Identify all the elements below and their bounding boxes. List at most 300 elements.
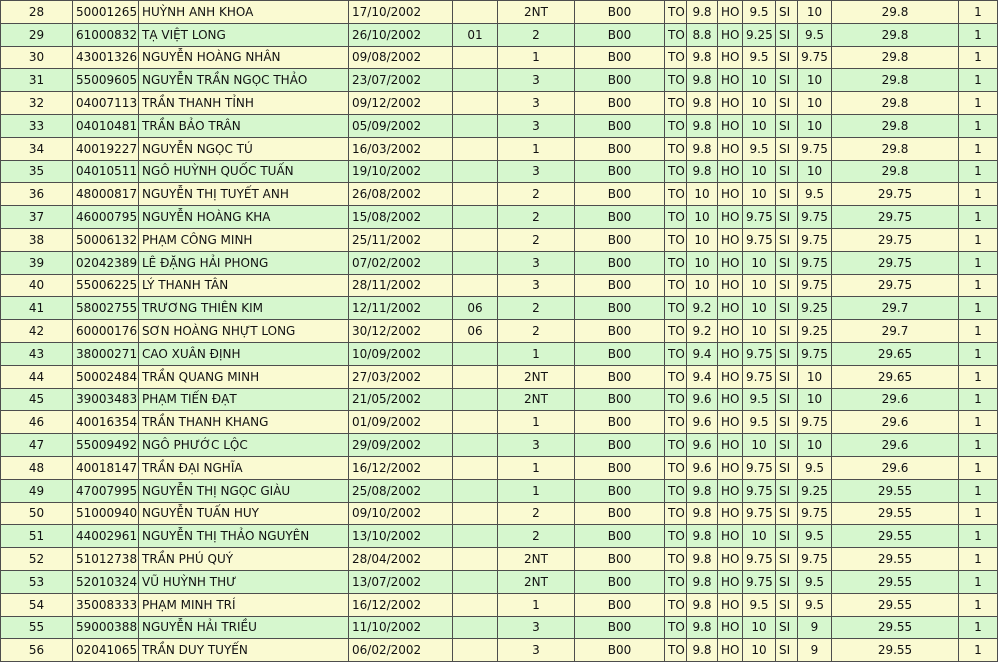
table-row <box>1 69 998 92</box>
subject2-code-cell: HO <box>718 342 743 365</box>
subject1-code-cell: TO <box>665 114 687 137</box>
choice-cell: 1 <box>959 593 998 616</box>
full-name-cell: NGUYỄN TUẤN HUY <box>139 502 349 525</box>
table-body <box>1 1 998 662</box>
subject2-code-cell: HO <box>718 548 743 571</box>
subject-group-cell: B00 <box>575 411 665 434</box>
full-name-cell: TRẦN QUANG MINH <box>139 365 349 388</box>
total-score-cell: 29.8 <box>832 69 959 92</box>
subject2-code-cell: HO <box>718 616 743 639</box>
subject2-score-cell: 9.75 <box>743 456 776 479</box>
subject3-code-cell: SI <box>776 342 798 365</box>
subject2-code-cell: HO <box>718 502 743 525</box>
full-name-cell: TRẦN THANH KHANG <box>139 411 349 434</box>
subject3-code-cell: SI <box>776 616 798 639</box>
total-score-cell: 29.55 <box>832 639 959 662</box>
table-row <box>1 1 998 24</box>
region-cell: 3 <box>498 251 575 274</box>
rank-cell: 37 <box>1 206 73 229</box>
full-name-cell: SƠN HOÀNG NHỰT LONG <box>139 320 349 343</box>
full-name-cell: TRẦN PHÚ QUÝ <box>139 548 349 571</box>
subject1-code-cell: TO <box>665 365 687 388</box>
subject1-code-cell: TO <box>665 297 687 320</box>
subject-group-cell: B00 <box>575 183 665 206</box>
priority-area-cell <box>453 137 498 160</box>
subject1-code-cell: TO <box>665 548 687 571</box>
subject3-score-cell: 9.5 <box>798 593 832 616</box>
subject3-code-cell: SI <box>776 502 798 525</box>
birth-date-cell: 21/05/2002 <box>349 388 453 411</box>
candidate-id-cell: 40018147 <box>73 456 139 479</box>
subject2-code-cell: HO <box>718 297 743 320</box>
rank-cell: 34 <box>1 137 73 160</box>
choice-cell: 1 <box>959 23 998 46</box>
rank-cell: 28 <box>1 1 73 24</box>
subject1-score-cell: 8.8 <box>687 23 718 46</box>
rank-cell: 36 <box>1 183 73 206</box>
candidate-id-cell: 38000271 <box>73 342 139 365</box>
subject3-score-cell: 9.5 <box>798 570 832 593</box>
choice-cell: 1 <box>959 525 998 548</box>
choice-cell: 1 <box>959 456 998 479</box>
subject2-code-cell: HO <box>718 593 743 616</box>
birth-date-cell: 06/02/2002 <box>349 639 453 662</box>
region-cell: 3 <box>498 114 575 137</box>
subject3-score-cell: 9.75 <box>798 502 832 525</box>
birth-date-cell: 05/09/2002 <box>349 114 453 137</box>
region-cell: 1 <box>498 411 575 434</box>
subject-group-cell: B00 <box>575 274 665 297</box>
subject2-score-cell: 9.5 <box>743 137 776 160</box>
candidate-id-cell: 47007995 <box>73 479 139 502</box>
table-row <box>1 228 998 251</box>
candidate-id-cell: 61000832 <box>73 23 139 46</box>
choice-cell: 1 <box>959 388 998 411</box>
subject2-code-cell: HO <box>718 114 743 137</box>
table-row <box>1 251 998 274</box>
table-row <box>1 388 998 411</box>
subject3-score-cell: 10 <box>798 434 832 457</box>
subject3-score-cell: 9.75 <box>798 251 832 274</box>
rank-cell: 42 <box>1 320 73 343</box>
choice-cell: 1 <box>959 137 998 160</box>
subject1-score-cell: 9.8 <box>687 137 718 160</box>
subject2-score-cell: 10 <box>743 69 776 92</box>
subject1-code-cell: TO <box>665 23 687 46</box>
subject2-score-cell: 10 <box>743 183 776 206</box>
rank-cell: 56 <box>1 639 73 662</box>
total-score-cell: 29.8 <box>832 46 959 69</box>
subject-group-cell: B00 <box>575 525 665 548</box>
subject3-code-cell: SI <box>776 456 798 479</box>
subject2-score-cell: 10 <box>743 320 776 343</box>
subject2-code-cell: HO <box>718 570 743 593</box>
subject3-code-cell: SI <box>776 479 798 502</box>
full-name-cell: NGUYỄN THỊ NGỌC GIÀU <box>139 479 349 502</box>
subject1-score-cell: 9.8 <box>687 1 718 24</box>
table-row <box>1 297 998 320</box>
subject3-score-cell: 9.75 <box>798 46 832 69</box>
region-cell: 2 <box>498 206 575 229</box>
priority-area-cell <box>453 228 498 251</box>
full-name-cell: PHẠM MINH TRÍ <box>139 593 349 616</box>
subject3-score-cell: 10 <box>798 388 832 411</box>
region-cell: 2 <box>498 297 575 320</box>
birth-date-cell: 27/03/2002 <box>349 365 453 388</box>
subject1-score-cell: 10 <box>687 228 718 251</box>
subject1-score-cell: 9.8 <box>687 639 718 662</box>
table-row <box>1 137 998 160</box>
subject1-score-cell: 9.6 <box>687 388 718 411</box>
candidate-id-cell: 55009492 <box>73 434 139 457</box>
total-score-cell: 29.6 <box>832 456 959 479</box>
priority-area-cell <box>453 69 498 92</box>
region-cell: 2NT <box>498 388 575 411</box>
subject3-score-cell: 9 <box>798 616 832 639</box>
subject1-code-cell: TO <box>665 320 687 343</box>
candidate-id-cell: 04007113 <box>73 92 139 115</box>
birth-date-cell: 15/08/2002 <box>349 206 453 229</box>
table-row <box>1 206 998 229</box>
subject2-score-cell: 10 <box>743 160 776 183</box>
subject2-code-cell: HO <box>718 228 743 251</box>
birth-date-cell: 29/09/2002 <box>349 434 453 457</box>
candidate-id-cell: 43001326 <box>73 46 139 69</box>
subject3-score-cell: 9.25 <box>798 479 832 502</box>
full-name-cell: TRẦN ĐẠI NGHĨA <box>139 456 349 479</box>
rank-cell: 44 <box>1 365 73 388</box>
candidate-id-cell: 40019227 <box>73 137 139 160</box>
choice-cell: 1 <box>959 114 998 137</box>
subject1-code-cell: TO <box>665 206 687 229</box>
subject-group-cell: B00 <box>575 251 665 274</box>
subject-group-cell: B00 <box>575 479 665 502</box>
full-name-cell: PHẠM CÔNG MINH <box>139 228 349 251</box>
rank-cell: 51 <box>1 525 73 548</box>
table-row <box>1 593 998 616</box>
subject3-code-cell: SI <box>776 23 798 46</box>
subject1-score-cell: 10 <box>687 251 718 274</box>
priority-area-cell <box>453 570 498 593</box>
total-score-cell: 29.7 <box>832 297 959 320</box>
table-row <box>1 46 998 69</box>
subject2-code-cell: HO <box>718 479 743 502</box>
table-row <box>1 320 998 343</box>
total-score-cell: 29.8 <box>832 137 959 160</box>
table-row <box>1 479 998 502</box>
table-row <box>1 411 998 434</box>
subject2-score-cell: 9.5 <box>743 411 776 434</box>
total-score-cell: 29.55 <box>832 593 959 616</box>
rank-cell: 47 <box>1 434 73 457</box>
candidate-id-cell: 04010511 <box>73 160 139 183</box>
subject1-code-cell: TO <box>665 593 687 616</box>
candidate-id-cell: 51000940 <box>73 502 139 525</box>
region-cell: 3 <box>498 639 575 662</box>
table-row <box>1 92 998 115</box>
subject3-code-cell: SI <box>776 365 798 388</box>
subject2-code-cell: HO <box>718 411 743 434</box>
rank-cell: 38 <box>1 228 73 251</box>
total-score-cell: 29.8 <box>832 23 959 46</box>
rank-cell: 30 <box>1 46 73 69</box>
subject-group-cell: B00 <box>575 434 665 457</box>
birth-date-cell: 19/10/2002 <box>349 160 453 183</box>
full-name-cell: PHẠM TIẾN ĐẠT <box>139 388 349 411</box>
subject1-code-cell: TO <box>665 456 687 479</box>
subject3-code-cell: SI <box>776 274 798 297</box>
subject2-score-cell: 9.25 <box>743 23 776 46</box>
subject3-code-cell: SI <box>776 297 798 320</box>
birth-date-cell: 09/08/2002 <box>349 46 453 69</box>
region-cell: 3 <box>498 69 575 92</box>
subject3-score-cell: 9.75 <box>798 137 832 160</box>
subject1-score-cell: 9.8 <box>687 593 718 616</box>
candidate-id-cell: 60000176 <box>73 320 139 343</box>
candidate-id-cell: 02042389 <box>73 251 139 274</box>
subject2-code-cell: HO <box>718 388 743 411</box>
region-cell: 1 <box>498 342 575 365</box>
choice-cell: 1 <box>959 69 998 92</box>
subject1-score-cell: 9.8 <box>687 69 718 92</box>
region-cell: 3 <box>498 434 575 457</box>
rank-cell: 54 <box>1 593 73 616</box>
subject2-score-cell: 10 <box>743 92 776 115</box>
subject3-score-cell: 9.75 <box>798 548 832 571</box>
choice-cell: 1 <box>959 320 998 343</box>
priority-area-cell <box>453 160 498 183</box>
subject1-code-cell: TO <box>665 1 687 24</box>
choice-cell: 1 <box>959 365 998 388</box>
region-cell: 2 <box>498 320 575 343</box>
priority-area-cell <box>453 411 498 434</box>
subject1-score-cell: 10 <box>687 274 718 297</box>
subject-group-cell: B00 <box>575 502 665 525</box>
subject-group-cell: B00 <box>575 593 665 616</box>
subject2-score-cell: 10 <box>743 525 776 548</box>
subject2-score-cell: 10 <box>743 297 776 320</box>
priority-area-cell <box>453 388 498 411</box>
subject2-score-cell: 9.5 <box>743 46 776 69</box>
subject1-code-cell: TO <box>665 137 687 160</box>
subject1-score-cell: 10 <box>687 206 718 229</box>
subject1-code-cell: TO <box>665 525 687 548</box>
birth-date-cell: 28/04/2002 <box>349 548 453 571</box>
subject-group-cell: B00 <box>575 69 665 92</box>
subject1-code-cell: TO <box>665 69 687 92</box>
subject3-code-cell: SI <box>776 411 798 434</box>
subject3-score-cell: 9.25 <box>798 297 832 320</box>
subject3-score-cell: 9.5 <box>798 456 832 479</box>
subject2-code-cell: HO <box>718 365 743 388</box>
birth-date-cell: 28/11/2002 <box>349 274 453 297</box>
full-name-cell: LÊ ĐẶNG HẢI PHONG <box>139 251 349 274</box>
subject1-score-cell: 9.6 <box>687 411 718 434</box>
full-name-cell: HUỲNH ANH KHOA <box>139 1 349 24</box>
subject2-code-cell: HO <box>718 525 743 548</box>
choice-cell: 1 <box>959 411 998 434</box>
region-cell: 1 <box>498 593 575 616</box>
subject3-score-cell: 9 <box>798 639 832 662</box>
priority-area-cell <box>453 639 498 662</box>
subject1-code-cell: TO <box>665 251 687 274</box>
table-row <box>1 434 998 457</box>
subject1-code-cell: TO <box>665 479 687 502</box>
subject1-code-cell: TO <box>665 502 687 525</box>
subject-group-cell: B00 <box>575 616 665 639</box>
rank-cell: 53 <box>1 570 73 593</box>
subject-group-cell: B00 <box>575 365 665 388</box>
subject3-score-cell: 9.5 <box>798 525 832 548</box>
subject1-score-cell: 9.8 <box>687 616 718 639</box>
total-score-cell: 29.75 <box>832 206 959 229</box>
subject2-code-cell: HO <box>718 1 743 24</box>
subject-group-cell: B00 <box>575 342 665 365</box>
subject1-code-cell: TO <box>665 639 687 662</box>
rank-cell: 39 <box>1 251 73 274</box>
subject1-code-cell: TO <box>665 46 687 69</box>
subject1-score-cell: 9.8 <box>687 479 718 502</box>
subject-group-cell: B00 <box>575 114 665 137</box>
birth-date-cell: 17/10/2002 <box>349 1 453 24</box>
choice-cell: 1 <box>959 639 998 662</box>
subject3-code-cell: SI <box>776 639 798 662</box>
subject3-score-cell: 10 <box>798 114 832 137</box>
candidate-id-cell: 04010481 <box>73 114 139 137</box>
subject2-code-cell: HO <box>718 206 743 229</box>
table-row <box>1 23 998 46</box>
subject2-score-cell: 9.75 <box>743 479 776 502</box>
subject1-code-cell: TO <box>665 570 687 593</box>
region-cell: 1 <box>498 479 575 502</box>
subject-group-cell: B00 <box>575 228 665 251</box>
subject2-score-cell: 10 <box>743 114 776 137</box>
rank-cell: 31 <box>1 69 73 92</box>
subject1-code-cell: TO <box>665 342 687 365</box>
subject3-code-cell: SI <box>776 548 798 571</box>
choice-cell: 1 <box>959 206 998 229</box>
subject1-score-cell: 9.8 <box>687 570 718 593</box>
birth-date-cell: 16/12/2002 <box>349 456 453 479</box>
subject3-score-cell: 10 <box>798 160 832 183</box>
subject1-code-cell: TO <box>665 411 687 434</box>
subject3-score-cell: 10 <box>798 1 832 24</box>
full-name-cell: NGÔ HUỲNH QUỐC TUẤN <box>139 160 349 183</box>
full-name-cell: TRẦN THANH TỈNH <box>139 92 349 115</box>
subject1-code-cell: TO <box>665 183 687 206</box>
subject2-score-cell: 10 <box>743 434 776 457</box>
table-row <box>1 365 998 388</box>
subject2-code-cell: HO <box>718 434 743 457</box>
candidate-id-cell: 48000817 <box>73 183 139 206</box>
birth-date-cell: 26/08/2002 <box>349 183 453 206</box>
table-row <box>1 456 998 479</box>
full-name-cell: NGUYỄN THỊ THẢO NGUYÊN <box>139 525 349 548</box>
priority-area-cell <box>453 1 498 24</box>
rank-cell: 29 <box>1 23 73 46</box>
subject3-code-cell: SI <box>776 570 798 593</box>
choice-cell: 1 <box>959 46 998 69</box>
subject1-score-cell: 9.8 <box>687 548 718 571</box>
total-score-cell: 29.55 <box>832 502 959 525</box>
priority-area-cell <box>453 593 498 616</box>
choice-cell: 1 <box>959 251 998 274</box>
choice-cell: 1 <box>959 548 998 571</box>
subject2-code-cell: HO <box>718 251 743 274</box>
rank-cell: 49 <box>1 479 73 502</box>
birth-date-cell: 16/03/2002 <box>349 137 453 160</box>
choice-cell: 1 <box>959 228 998 251</box>
subject-group-cell: B00 <box>575 297 665 320</box>
subject3-code-cell: SI <box>776 206 798 229</box>
subject-group-cell: B00 <box>575 548 665 571</box>
total-score-cell: 29.55 <box>832 570 959 593</box>
subject-group-cell: B00 <box>575 388 665 411</box>
choice-cell: 1 <box>959 274 998 297</box>
subject2-score-cell: 9.5 <box>743 593 776 616</box>
full-name-cell: TRẦN BẢO TRÂN <box>139 114 349 137</box>
birth-date-cell: 25/11/2002 <box>349 228 453 251</box>
table-row <box>1 616 998 639</box>
subject1-code-cell: TO <box>665 616 687 639</box>
subject-group-cell: B00 <box>575 23 665 46</box>
total-score-cell: 29.55 <box>832 479 959 502</box>
subject3-code-cell: SI <box>776 525 798 548</box>
subject1-score-cell: 9.8 <box>687 502 718 525</box>
subject2-code-cell: HO <box>718 46 743 69</box>
total-score-cell: 29.8 <box>832 114 959 137</box>
subject1-score-cell: 9.6 <box>687 434 718 457</box>
choice-cell: 1 <box>959 92 998 115</box>
choice-cell: 1 <box>959 1 998 24</box>
subject1-code-cell: TO <box>665 160 687 183</box>
subject3-score-cell: 9.75 <box>798 274 832 297</box>
candidate-id-cell: 50006132 <box>73 228 139 251</box>
subject2-score-cell: 9.75 <box>743 206 776 229</box>
subject2-code-cell: HO <box>718 320 743 343</box>
region-cell: 2NT <box>498 365 575 388</box>
subject1-score-cell: 9.8 <box>687 525 718 548</box>
priority-area-cell <box>453 502 498 525</box>
subject3-score-cell: 9.5 <box>798 23 832 46</box>
total-score-cell: 29.75 <box>832 274 959 297</box>
birth-date-cell: 09/10/2002 <box>349 502 453 525</box>
subject1-score-cell: 9.4 <box>687 342 718 365</box>
priority-area-cell <box>453 342 498 365</box>
full-name-cell: CAO XUÂN ĐỊNH <box>139 342 349 365</box>
priority-area-cell: 06 <box>453 297 498 320</box>
subject3-score-cell: 9.25 <box>798 320 832 343</box>
subject3-code-cell: SI <box>776 320 798 343</box>
candidate-id-cell: 52010324 <box>73 570 139 593</box>
candidate-id-cell: 35008333 <box>73 593 139 616</box>
candidate-id-cell: 46000795 <box>73 206 139 229</box>
subject3-score-cell: 9.75 <box>798 411 832 434</box>
subject1-score-cell: 9.2 <box>687 320 718 343</box>
priority-area-cell <box>453 92 498 115</box>
table-row <box>1 183 998 206</box>
subject-group-cell: B00 <box>575 137 665 160</box>
choice-cell: 1 <box>959 502 998 525</box>
birth-date-cell: 13/07/2002 <box>349 570 453 593</box>
full-name-cell: NGUYỄN HOÀNG KHA <box>139 206 349 229</box>
candidate-id-cell: 51012738 <box>73 548 139 571</box>
total-score-cell: 29.8 <box>832 1 959 24</box>
birth-date-cell: 01/09/2002 <box>349 411 453 434</box>
subject2-code-cell: HO <box>718 137 743 160</box>
subject-group-cell: B00 <box>575 456 665 479</box>
region-cell: 2 <box>498 502 575 525</box>
